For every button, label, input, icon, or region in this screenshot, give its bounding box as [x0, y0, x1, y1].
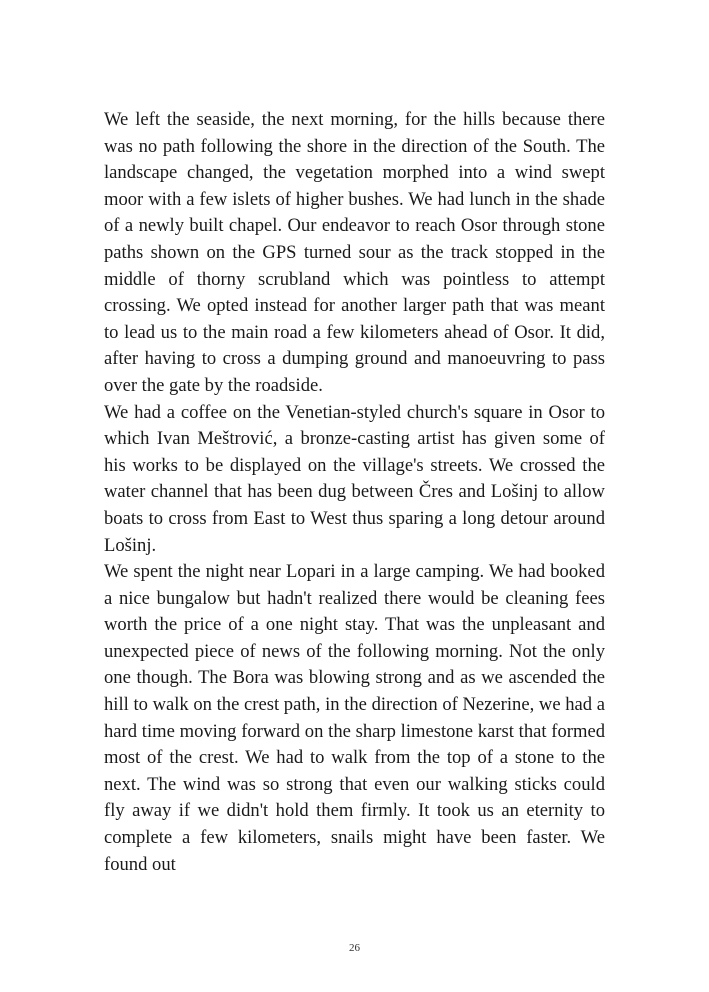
paragraph-3: We spent the night near Lopari in a large camping. We had booked a nice bungalow but hadn't realized there would be cleaning fees worth the price of a one night stay. That was the unpleasant and unexpected piece of news of the following morning. Not the only one though. The Bora was blowing strong and as we ascended the hill to walk on the crest path, in the direction of Nezerine, we had a hard time moving forward on the sharp limestone karst that formed most of the crest. We had to walk from the top of a stone to the next. The wind was so strong that even our walking sticks could fly away if we didn't hold them firmly. It took us an eternity to complete a few kilometers, snails might have been faster. We found out [104, 561, 605, 875]
paragraph-1: We left the seaside, the next morning, for the hills because there was no path following the shore in the direction of the South. The landscape changed, the vegetation morphed into a wind swept moor with a few islets of higher bushes. We had lunch in the shade of a newly built chapel. Our endeavor to reach Osor through stone paths shown on the GPS turned sour as the track stopped in the middle of thorny scrubland which was pointless to attempt crossing. We opted instead for another larger path that was meant to lead us to the main road a few kilometers ahead of Osor. It did, after having to cross a dumping ground and manoeuvring to pass over the gate by the roadside. [104, 109, 605, 396]
body-text [104, 107, 605, 878]
paragraph-2: We had a coffee on the Venetian-styled church's square in Osor to which Ivan Meštrović, a bronze-casting artist has given some of his works to be displayed on the village's streets. We crossed the water channel that has been dug between Čres and Lošinj to allow boats to cross from East to West thus sparing a long detour around Lošinj. [104, 401, 605, 556]
page-number: 26 [349, 942, 360, 954]
